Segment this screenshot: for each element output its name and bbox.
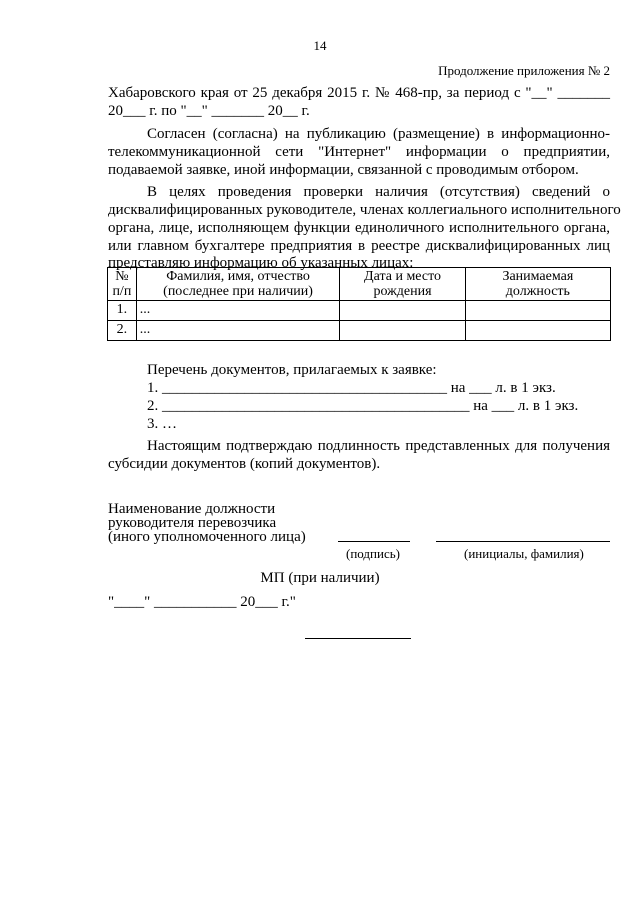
bottom-separator — [305, 638, 411, 639]
confirm-line-2: субсидии документов (копий документов). — [108, 456, 381, 472]
disqual-line-4: или главном бухгалтере предприятия в реестре дисквалифицированных лиц — [108, 238, 610, 254]
row-fullname: ... — [136, 321, 340, 341]
confirm-line-1: Настоящим подтверждаю подлинность представленных для получения — [147, 438, 610, 454]
page-number: 14 — [313, 38, 327, 53]
consent-line-2: телекоммуникационной сети "Интернет" информации о предприятии, — [108, 144, 610, 160]
row-fullname: ... — [136, 301, 340, 321]
documents-item-3: 3. … — [147, 416, 177, 432]
table-row — [108, 321, 611, 341]
header-birth: Дата и место рождения — [340, 268, 465, 301]
row-position — [465, 321, 610, 341]
consent-line-1: Согласен (согласна) на публикацию (размещение) в информационно- — [147, 126, 610, 142]
header-position: Занимаемая должность — [465, 268, 610, 301]
position-line-3: (иного уполномоченного лица) — [108, 529, 306, 545]
disqual-line-3: органа, лице, исполняющем функции единоличного исполнительного органа, — [108, 220, 610, 236]
row-number: 1. — [108, 301, 137, 321]
documents-item-2: 2. _________________________________________ на ___ л. в 1 экз. — [147, 398, 579, 414]
initials-caption: (инициалы, фамилия) — [464, 546, 584, 561]
position-line-1: Наименование должности — [108, 501, 276, 517]
consent-line-3: подаваемой заявке, иной информации, связанной с проводимым отбором. — [108, 162, 579, 178]
signature-line — [338, 541, 410, 542]
row-position — [465, 301, 610, 321]
disqual-line-1: В целях проведения проверки наличия (отсутствия) сведений о — [147, 184, 610, 200]
initials-line — [436, 541, 610, 542]
header-number: № п/п — [108, 268, 137, 301]
table-header-row — [108, 268, 611, 301]
disqual-line-5: представляю информацию об указанных лицах: — [108, 255, 414, 271]
continuation-note: Продолжение приложения № 2 — [438, 63, 610, 78]
intro-line-2: 20___ г. по "__" _______ 20__ г. — [108, 103, 310, 119]
table-row — [108, 301, 611, 321]
row-number: 2. — [108, 321, 137, 341]
position-line-2: руководителя перевозчика — [108, 515, 277, 531]
intro-line-1: Хабаровского края от 25 декабря 2015 г. № 468-пр, за период с "__" _______ — [108, 85, 610, 101]
signature-caption: (подпись) — [346, 546, 400, 561]
row-birth — [340, 321, 465, 341]
documents-item-1: 1. ______________________________________ на ___ л. в 1 экз. — [147, 380, 556, 396]
date-line: "____" ___________ 20___ г." — [108, 594, 296, 610]
persons-table — [107, 267, 611, 341]
row-birth — [340, 301, 465, 321]
header-fullname: Фамилия, имя, отчество (последнее при наличии) — [136, 268, 340, 301]
documents-title: Перечень документов, прилагаемых к заявке: — [147, 362, 437, 378]
disqual-line-2: дисквалифицированных руководителе, членах коллегиального исполнительного — [108, 202, 621, 218]
stamp-label: МП (при наличии) — [260, 570, 380, 586]
